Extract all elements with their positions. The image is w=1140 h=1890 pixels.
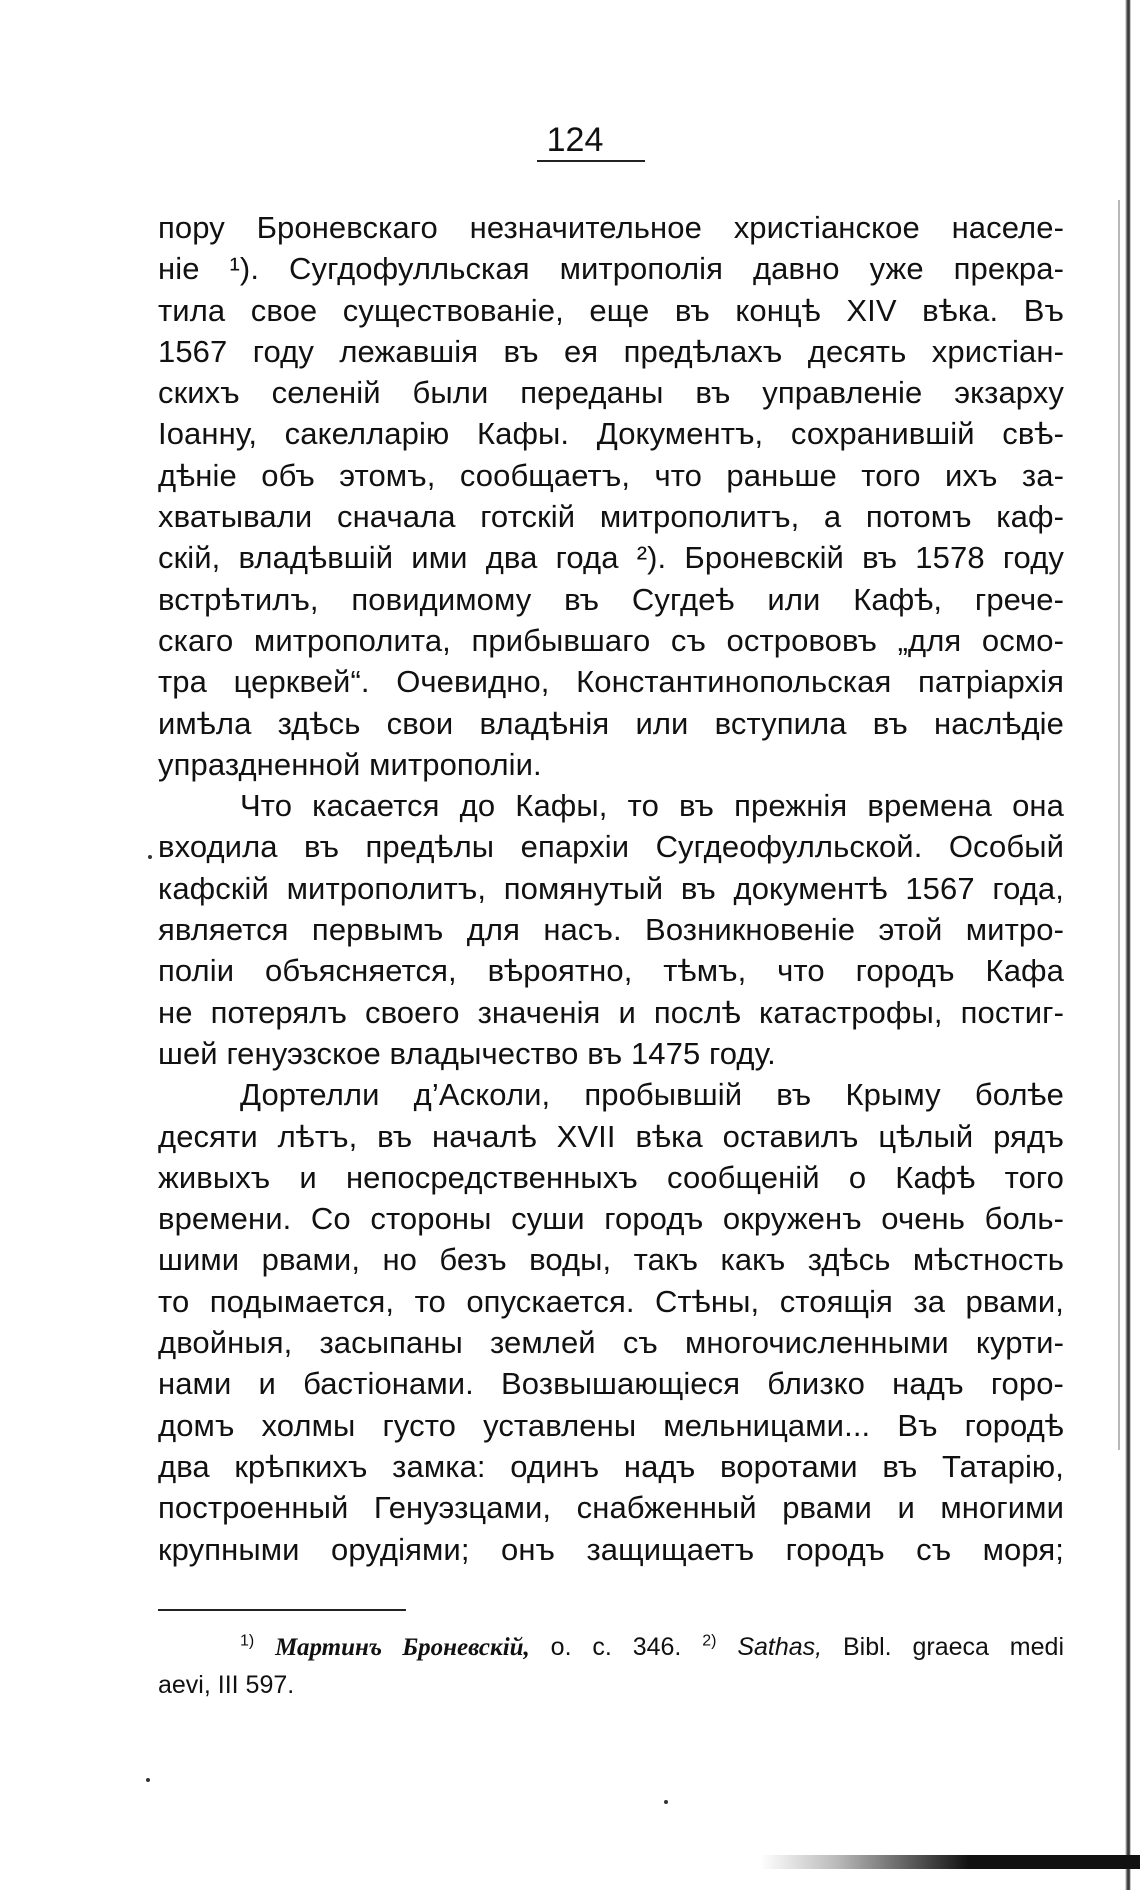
text-line: то подымается, то опускается. Стѣны, стоящія за рвами, (158, 1283, 1064, 1319)
footnote-reference: aevi, III 597. (158, 1671, 295, 1699)
text-line: шей генуэзское владычество въ 1475 году. (158, 1035, 776, 1071)
text-line: не потерялъ своего значенія и послѣ катастрофы, постиг- (158, 994, 1064, 1030)
scan-edge-shadow (1118, 200, 1120, 1450)
text-line: Что касается до Кафы, то въ прежнія времена она (240, 788, 1064, 824)
text-line: скихъ селеній были переданы въ управленіе экзарху (158, 375, 1064, 411)
text-line: Дортелли д’Асколи, пробывшій въ Крыму болѣе (240, 1077, 1064, 1113)
footnote-rule (158, 1609, 406, 1611)
footnotes (158, 1628, 1064, 1704)
text-line: хватывали сначала готскій митрополитъ, а потомъ каф- (158, 499, 1064, 535)
footnote-reference: о. с. 346. (550, 1633, 682, 1661)
text-line: домъ холмы густо уставлены мельницами... Въ городѣ (158, 1407, 1064, 1443)
page-number: 124 (546, 121, 604, 159)
footnote-author: Мартинъ Броневскій, (275, 1634, 530, 1661)
footnote-line (158, 1628, 1064, 1666)
text-line: упраздненной митрополіи. (158, 746, 542, 782)
text-line: дѣніе объ этомъ, сообщаетъ, что раньше того ихъ за- (158, 457, 1064, 493)
text-line: кафскій митрополитъ, помянутый въ документѣ 1567 года, (158, 870, 1064, 906)
footnote-line (158, 1666, 1064, 1704)
page-number-rule (537, 160, 645, 162)
text-line: пору Броневскаго незначительное христіанское населе- (158, 210, 1064, 245)
text-line: нами и бастіонами. Возвышающіеся близко надъ горо- (158, 1366, 1064, 1402)
text-line: поліи объясняется, вѣроятно, тѣмъ, что городъ Кафа (158, 953, 1064, 989)
text-line: ніе ¹). Сугдофулльская митрополія давно уже прекра- (158, 251, 1064, 287)
paragraph-2 (158, 785, 1064, 1074)
scan-speck (146, 1778, 150, 1782)
text-line: скій, владѣвшій ими два года ²). Броневскій въ 1578 году (158, 540, 1064, 576)
text-line: живыхъ и непосредственныхъ сообщеній о Кафѣ того (158, 1159, 1064, 1195)
paragraph-1 (158, 207, 1064, 785)
text-line: встрѣтилъ, повидимому въ Сугдеѣ или Кафѣ, грече- (158, 581, 1064, 617)
scan-edge-shadow (1125, 0, 1131, 1890)
text-line: имѣла здѣсь свои владѣнія или вступила въ наслѣдіе (158, 705, 1064, 741)
text-line: шими рвами, но безъ воды, такъ какъ здѣсь мѣстность (158, 1242, 1064, 1278)
text-line: крупными орудіями; онъ защищаетъ городъ съ моря; (158, 1531, 1064, 1567)
footnote-mark: 1) (240, 1632, 255, 1650)
text-line: двойныя, засыпаны землей съ многочисленными курти- (158, 1325, 1064, 1361)
scan-speck (148, 855, 152, 859)
scan-bottom-shadow (760, 1855, 1140, 1869)
footnote-author: Sathas, (737, 1633, 823, 1661)
text-line: входила въ предѣлы епархіи Сугдеофулльской. Особый (158, 829, 1064, 865)
text-line: является первымъ для насъ. Возникновеніе этой митро- (158, 912, 1064, 948)
text-line: тра церквей“. Очевидно, Константинопольская патріархія (158, 664, 1064, 700)
text-line: построенный Генуэзцами, снабженный рвами и многими (158, 1490, 1064, 1526)
text-line: времени. Со стороны суши городъ окруженъ очень боль- (158, 1201, 1064, 1237)
text-line: два крѣпкихъ замка: одинъ надъ воротами въ Татарію, (158, 1448, 1064, 1484)
footnote-mark: 2) (702, 1632, 717, 1650)
text-line: 1567 году лежавшія въ ея предѣлахъ десять христіан- (158, 333, 1064, 369)
text-line: тила свое существованіе, еще въ концѣ XIV вѣка. Въ (158, 292, 1064, 328)
body-text (158, 207, 1064, 1570)
scan-speck (664, 1800, 668, 1804)
text-line: скаго митрополита, прибывшаго съ острововъ „для осмо- (158, 622, 1064, 658)
text-line: Іоанну, сакелларію Кафы. Документъ, сохранившій свѣ- (158, 416, 1064, 452)
paragraph-3 (158, 1074, 1064, 1570)
text-line: десяти лѣтъ, въ началѣ XVII вѣка оставилъ цѣлый рядъ (158, 1118, 1064, 1154)
footnote-reference: Bibl. graeca medi (843, 1633, 1064, 1661)
